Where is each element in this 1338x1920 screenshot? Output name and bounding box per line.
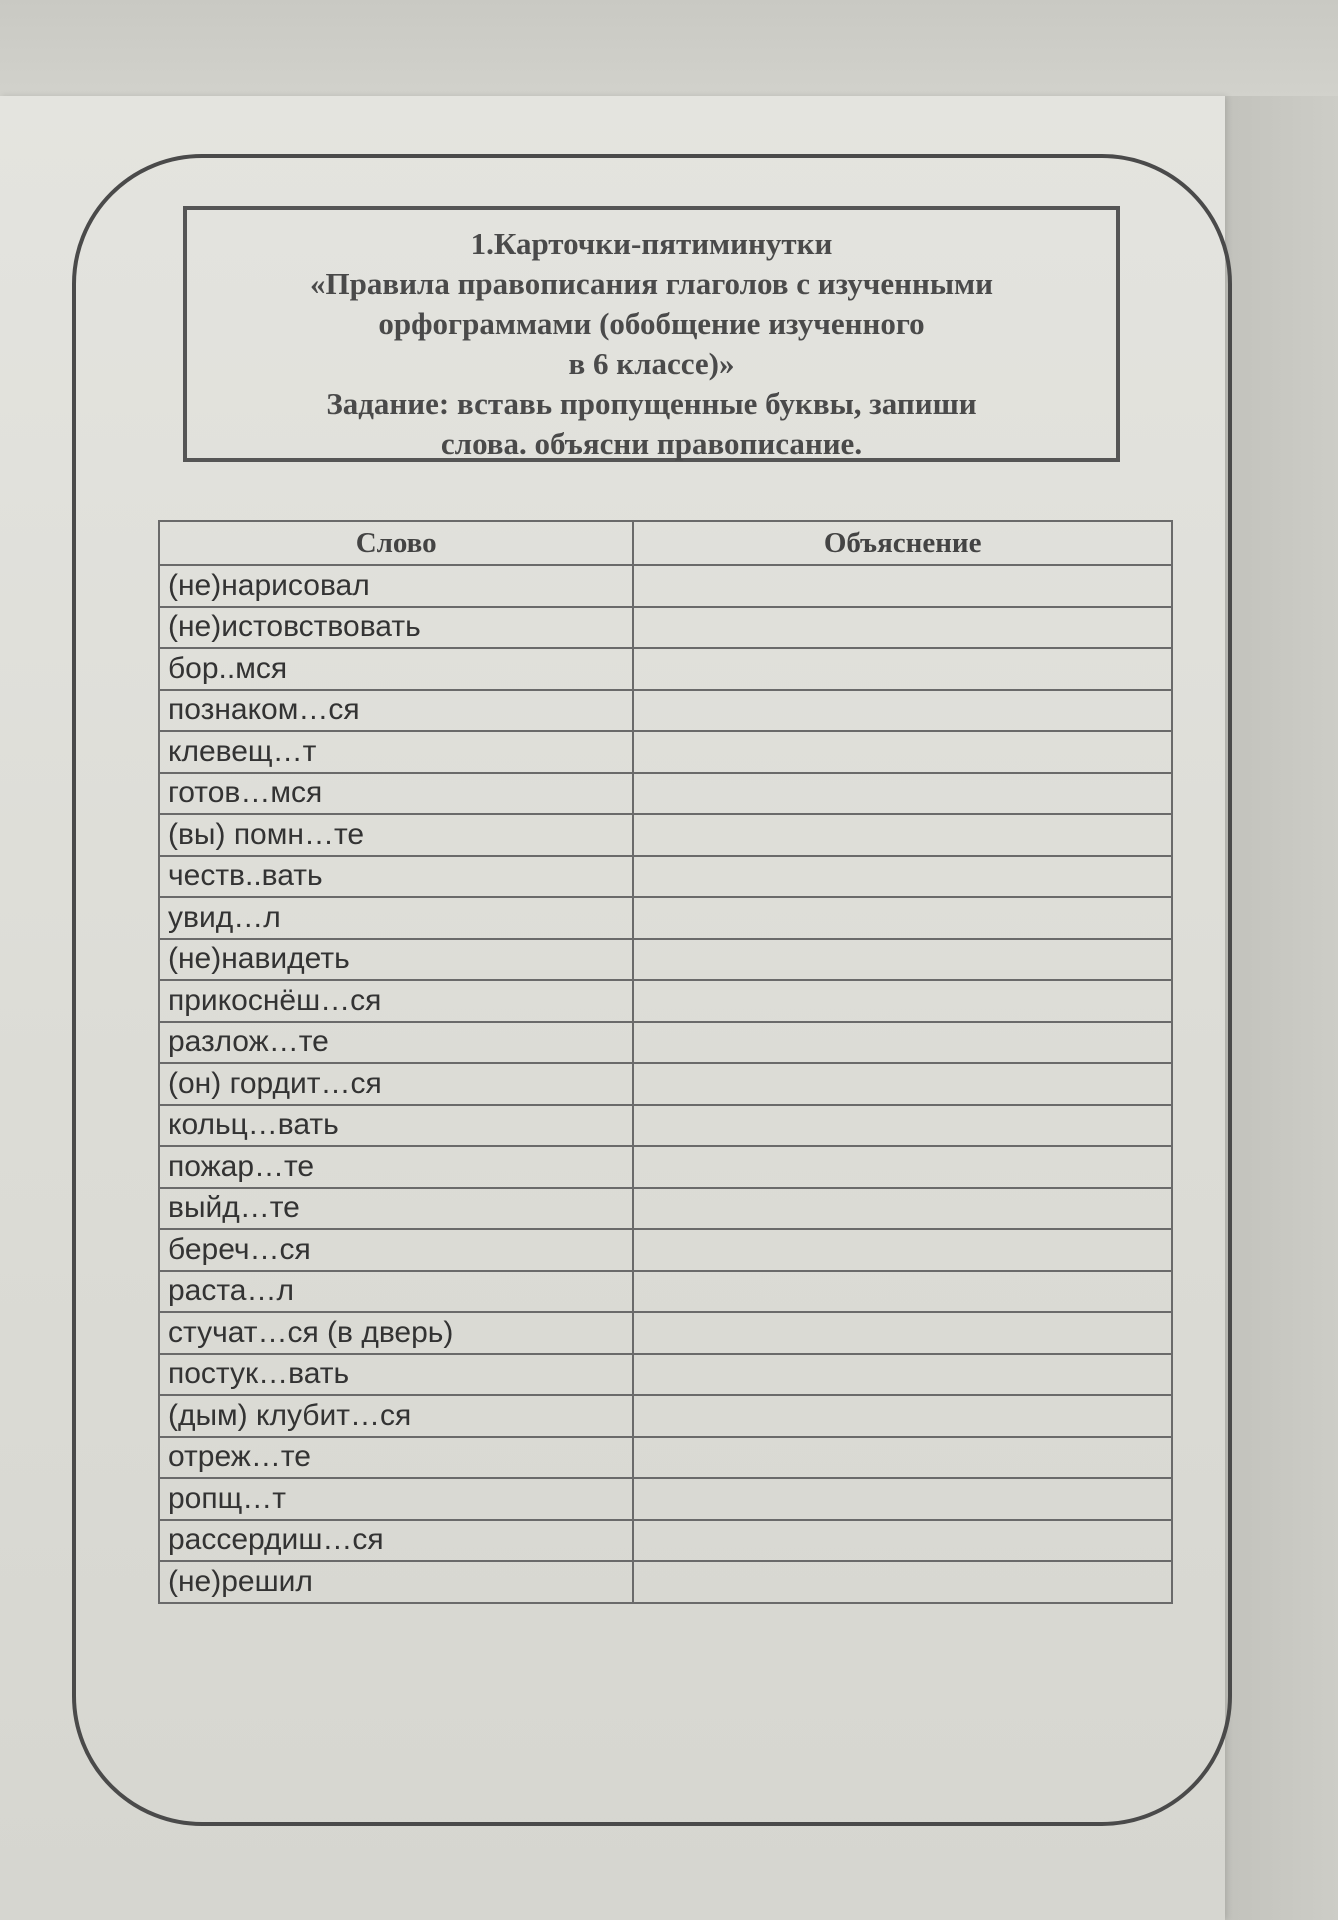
word-cell: честв..вать [159, 856, 633, 898]
table-row [159, 1395, 1172, 1437]
word-cell: раста…л [159, 1271, 633, 1313]
explanation-cell [633, 1561, 1172, 1603]
word-cell: (не)решил [159, 1561, 633, 1603]
table-row [159, 1105, 1172, 1147]
table-row [159, 731, 1172, 773]
table-row [159, 1271, 1172, 1313]
explanation-cell [633, 1063, 1172, 1105]
table-row [159, 1478, 1172, 1520]
card-title-line: в 6 классе)» [568, 346, 735, 381]
table-row [159, 980, 1172, 1022]
card-title-box [183, 206, 1120, 462]
table-row [159, 1561, 1172, 1603]
word-cell: прикоснёш…ся [159, 980, 633, 1022]
explanation-cell [633, 897, 1172, 939]
word-cell: (он) гордит…ся [159, 1063, 633, 1105]
column-header-explanation: Объяснение [633, 521, 1172, 565]
explanation-cell [633, 1437, 1172, 1479]
table-row [159, 1188, 1172, 1230]
table-row [159, 1437, 1172, 1479]
explanation-cell [633, 1146, 1172, 1188]
explanation-cell [633, 1395, 1172, 1437]
explanation-cell [633, 1312, 1172, 1354]
words-table [158, 520, 1173, 1604]
word-cell: стучат…ся (в дверь) [159, 1312, 633, 1354]
explanation-cell [633, 1354, 1172, 1396]
explanation-cell [633, 1520, 1172, 1562]
explanation-cell [633, 1105, 1172, 1147]
table-row [159, 1146, 1172, 1188]
explanation-cell [633, 773, 1172, 815]
desk-background [0, 0, 1338, 110]
word-cell: (вы) помн…те [159, 814, 633, 856]
table-row [159, 1229, 1172, 1271]
desk-edge [1225, 96, 1338, 1920]
table-row [159, 1063, 1172, 1105]
explanation-cell [633, 1229, 1172, 1271]
explanation-cell [633, 731, 1172, 773]
explanation-cell [633, 939, 1172, 981]
explanation-cell [633, 565, 1172, 607]
card-title-line: орфограммами (обобщение изученного [378, 306, 925, 341]
word-cell: (не)истовствовать [159, 607, 633, 649]
explanation-cell [633, 1022, 1172, 1064]
word-cell: клевещ…т [159, 731, 633, 773]
word-cell: ропщ…т [159, 1478, 633, 1520]
task-instruction-line: Задание: вставь пропущенные буквы, запиши [326, 386, 977, 421]
word-cell: (не)навидеть [159, 939, 633, 981]
word-cell: (не)нарисовал [159, 565, 633, 607]
table-header-row [159, 521, 1172, 565]
table-row [159, 1022, 1172, 1064]
word-cell: разлож…те [159, 1022, 633, 1064]
word-cell: кольц…вать [159, 1105, 633, 1147]
column-header-word: Слово [159, 521, 633, 565]
table-row [159, 565, 1172, 607]
word-cell: (дым) клубит…ся [159, 1395, 633, 1437]
explanation-cell [633, 856, 1172, 898]
explanation-cell [633, 980, 1172, 1022]
table-row [159, 648, 1172, 690]
table-row [159, 1520, 1172, 1562]
table-row [159, 939, 1172, 981]
word-cell: рассердиш…ся [159, 1520, 633, 1562]
table-row [159, 814, 1172, 856]
table-row [159, 607, 1172, 649]
explanation-cell [633, 648, 1172, 690]
table-row [159, 897, 1172, 939]
table-row [159, 856, 1172, 898]
explanation-cell [633, 1188, 1172, 1230]
word-cell: постук…вать [159, 1354, 633, 1396]
explanation-cell [633, 1271, 1172, 1313]
explanation-cell [633, 814, 1172, 856]
card-title-line: «Правила правописания глаголов с изученными [309, 266, 994, 301]
word-cell: бор..мся [159, 648, 633, 690]
explanation-cell [633, 1478, 1172, 1520]
card-title-line: 1.Карточки-пятиминутки [470, 226, 833, 261]
word-cell: увид…л [159, 897, 633, 939]
word-cell: отреж…те [159, 1437, 633, 1479]
word-cell: береч…ся [159, 1229, 633, 1271]
word-cell: познаком…ся [159, 690, 633, 732]
word-cell: готов…мся [159, 773, 633, 815]
task-instruction-line: слова. объясни правописание. [440, 426, 863, 461]
table-row [159, 1312, 1172, 1354]
explanation-cell [633, 690, 1172, 732]
table-row [159, 1354, 1172, 1396]
word-cell: выйд…те [159, 1188, 633, 1230]
word-cell: пожар…те [159, 1146, 633, 1188]
table-row [159, 773, 1172, 815]
explanation-cell [633, 607, 1172, 649]
table-row [159, 690, 1172, 732]
